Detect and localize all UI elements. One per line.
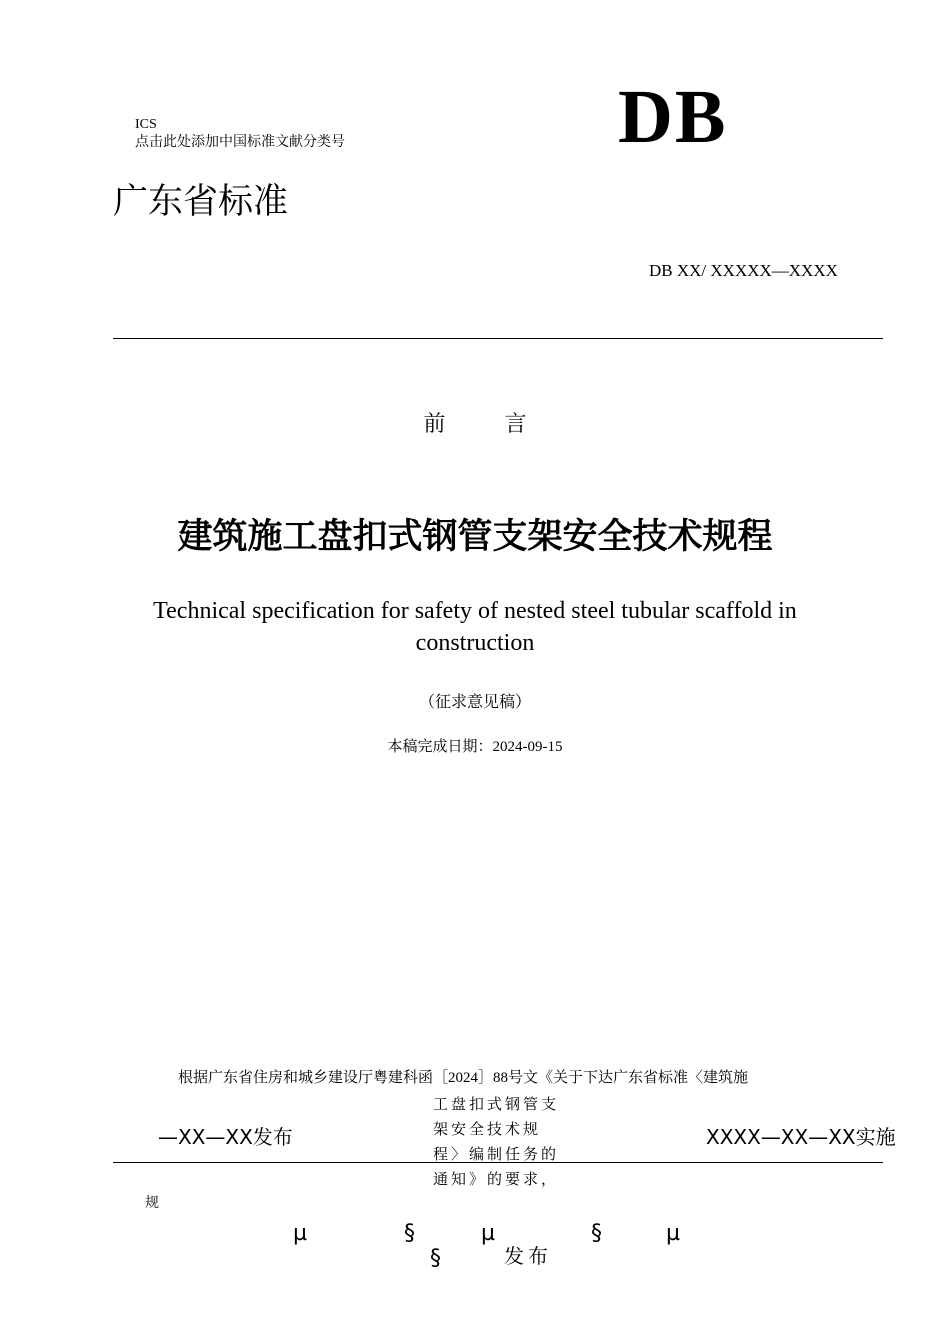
implement-date: XXXX—XX—XX实施: [706, 1125, 896, 1149]
db-logo: DB: [618, 75, 728, 159]
basis-continuation: 工盘扣式钢管支架安全技术规程〉编制任务的通知》的要求，: [433, 1097, 560, 1188]
title-chinese: 建筑施工盘扣式钢管支架安全技术规程: [177, 517, 773, 557]
standard-level: 广东省标准: [113, 182, 289, 222]
issue-date: —XX—XX发布: [158, 1125, 293, 1149]
standard-number: DB XX/ XXXXX—XXXX: [649, 261, 838, 280]
title-english: Technical specification for safety of nested steel tubular scaffold in construction: [153, 598, 797, 656]
footer-divider: [113, 1162, 883, 1163]
ics-label: ICS: [135, 117, 157, 132]
preface-heading: 前 言: [423, 412, 553, 437]
symbol-mu: µ: [666, 1221, 680, 1246]
completion-date: 本稿完成日期：2024-09-15: [387, 739, 563, 755]
symbol-section: §: [404, 1221, 415, 1246]
symbol-section: §: [591, 1221, 602, 1246]
draft-status: （征求意见稿）: [418, 694, 531, 711]
classification-placeholder[interactable]: 点击此处添加中国标准文献分类号: [135, 134, 345, 150]
symbol-mu: µ: [293, 1221, 307, 1246]
symbol-mu: µ: [481, 1221, 495, 1246]
basis-text: 根据广东省住房和城乡建设厅粤建科函［2024］88号文《关于下达广东省标准〈建筑施: [178, 1070, 749, 1086]
symbol-section: §: [430, 1246, 441, 1271]
gui-character: 规: [145, 1196, 159, 1211]
header-divider: [113, 338, 883, 339]
publisher-label: 发布: [504, 1244, 552, 1268]
